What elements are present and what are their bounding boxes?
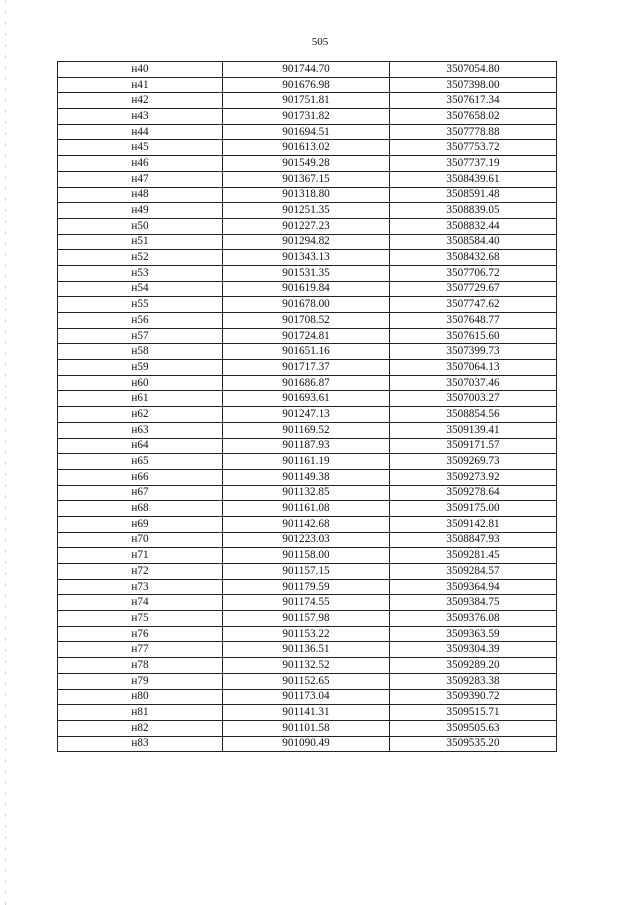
point-id-cell: н41	[58, 77, 223, 93]
page-number: 505	[311, 36, 329, 48]
point-id-cell: н67	[58, 485, 223, 501]
point-id-cell: н69	[58, 516, 223, 532]
y-coordinate-cell: 3509284.57	[390, 564, 557, 580]
point-id-cell: н43	[58, 109, 223, 125]
x-coordinate-cell: 901708.52	[223, 313, 390, 329]
table-row	[58, 564, 557, 580]
x-coordinate-cell: 901227.23	[223, 218, 390, 234]
x-coordinate-cell: 901247.13	[223, 407, 390, 423]
x-coordinate-cell: 901294.82	[223, 234, 390, 250]
table-row	[58, 407, 557, 423]
table-row	[58, 124, 557, 140]
x-coordinate-cell: 901158.00	[223, 548, 390, 564]
x-coordinate-cell: 901157.98	[223, 611, 390, 627]
point-id-cell: н52	[58, 250, 223, 266]
y-coordinate-cell: 3509175.00	[390, 501, 557, 517]
table-row	[58, 391, 557, 407]
table-row	[58, 218, 557, 234]
y-coordinate-cell: 3507064.13	[390, 360, 557, 376]
x-coordinate-cell: 901676.98	[223, 77, 390, 93]
y-coordinate-cell: 3507617.34	[390, 93, 557, 109]
x-coordinate-cell: 901619.84	[223, 281, 390, 297]
y-coordinate-cell: 3507658.02	[390, 109, 557, 125]
y-coordinate-cell: 3507753.72	[390, 140, 557, 156]
x-coordinate-cell: 901651.16	[223, 344, 390, 360]
point-id-cell: н49	[58, 203, 223, 219]
point-id-cell: н44	[58, 124, 223, 140]
point-id-cell: н46	[58, 156, 223, 172]
point-id-cell: н57	[58, 328, 223, 344]
table-row	[58, 62, 557, 78]
table-row	[58, 422, 557, 438]
y-coordinate-cell: 3507729.67	[390, 281, 557, 297]
y-coordinate-cell: 3508591.48	[390, 187, 557, 203]
table-row	[58, 485, 557, 501]
x-coordinate-cell: 901101.58	[223, 720, 390, 736]
table-row	[58, 548, 557, 564]
table-row	[58, 140, 557, 156]
table-row	[58, 454, 557, 470]
y-coordinate-cell: 3509535.20	[390, 736, 557, 752]
y-coordinate-cell: 3508839.05	[390, 203, 557, 219]
table-row	[58, 297, 557, 313]
point-id-cell: н78	[58, 658, 223, 674]
table-row	[58, 611, 557, 627]
point-id-cell: н48	[58, 187, 223, 203]
table-row	[58, 501, 557, 517]
table-row	[58, 736, 557, 752]
y-coordinate-cell: 3509384.75	[390, 595, 557, 611]
table-row	[58, 438, 557, 454]
point-id-cell: н47	[58, 171, 223, 187]
point-id-cell: н73	[58, 579, 223, 595]
x-coordinate-cell: 901751.81	[223, 93, 390, 109]
table-row	[58, 250, 557, 266]
point-id-cell: н74	[58, 595, 223, 611]
x-coordinate-cell: 901142.68	[223, 516, 390, 532]
point-id-cell: н77	[58, 642, 223, 658]
y-coordinate-cell: 3508432.68	[390, 250, 557, 266]
y-coordinate-cell: 3509363.59	[390, 626, 557, 642]
table-row	[58, 469, 557, 485]
table-row	[58, 673, 557, 689]
table-row	[58, 156, 557, 172]
x-coordinate-cell: 901686.87	[223, 375, 390, 391]
table-row	[58, 579, 557, 595]
y-coordinate-cell: 3507003.27	[390, 391, 557, 407]
y-coordinate-cell: 3509269.73	[390, 454, 557, 470]
y-coordinate-cell: 3507706.72	[390, 265, 557, 281]
table-row	[58, 595, 557, 611]
x-coordinate-cell: 901693.61	[223, 391, 390, 407]
point-id-cell: н59	[58, 360, 223, 376]
x-coordinate-cell: 901174.55	[223, 595, 390, 611]
x-coordinate-cell: 901169.52	[223, 422, 390, 438]
y-coordinate-cell: 3508854.56	[390, 407, 557, 423]
table-row	[58, 203, 557, 219]
point-id-cell: н50	[58, 218, 223, 234]
x-coordinate-cell: 901136.51	[223, 642, 390, 658]
point-id-cell: н71	[58, 548, 223, 564]
point-id-cell: н56	[58, 313, 223, 329]
y-coordinate-cell: 3508832.44	[390, 218, 557, 234]
x-coordinate-cell: 901161.19	[223, 454, 390, 470]
table-row	[58, 658, 557, 674]
y-coordinate-cell: 3507398.00	[390, 77, 557, 93]
y-coordinate-cell: 3509142.81	[390, 516, 557, 532]
x-coordinate-cell: 901724.81	[223, 328, 390, 344]
point-id-cell: н65	[58, 454, 223, 470]
coordinates-table	[57, 61, 557, 752]
y-coordinate-cell: 3509376.08	[390, 611, 557, 627]
point-id-cell: н58	[58, 344, 223, 360]
point-id-cell: н80	[58, 689, 223, 705]
x-coordinate-cell: 901744.70	[223, 62, 390, 78]
x-coordinate-cell: 901153.22	[223, 626, 390, 642]
y-coordinate-cell: 3509390.72	[390, 689, 557, 705]
point-id-cell: н82	[58, 720, 223, 736]
x-coordinate-cell: 901678.00	[223, 297, 390, 313]
point-id-cell: н45	[58, 140, 223, 156]
x-coordinate-cell: 901132.52	[223, 658, 390, 674]
x-coordinate-cell: 901223.03	[223, 532, 390, 548]
point-id-cell: н76	[58, 626, 223, 642]
x-coordinate-cell: 901318.80	[223, 187, 390, 203]
y-coordinate-cell: 3507737.19	[390, 156, 557, 172]
point-id-cell: н64	[58, 438, 223, 454]
point-id-cell: н79	[58, 673, 223, 689]
table-row	[58, 234, 557, 250]
x-coordinate-cell: 901141.31	[223, 705, 390, 721]
point-id-cell: н54	[58, 281, 223, 297]
table-row	[58, 93, 557, 109]
table-row	[58, 626, 557, 642]
y-coordinate-cell: 3507399.73	[390, 344, 557, 360]
y-coordinate-cell: 3507037.46	[390, 375, 557, 391]
table-row	[58, 360, 557, 376]
point-id-cell: н40	[58, 62, 223, 78]
point-id-cell: н83	[58, 736, 223, 752]
table-row	[58, 642, 557, 658]
coordinates-table-body	[58, 62, 557, 752]
y-coordinate-cell: 3509515.71	[390, 705, 557, 721]
point-id-cell: н68	[58, 501, 223, 517]
table-row	[58, 720, 557, 736]
x-coordinate-cell: 901090.49	[223, 736, 390, 752]
x-coordinate-cell: 901531.35	[223, 265, 390, 281]
table-row	[58, 516, 557, 532]
table-row	[58, 375, 557, 391]
point-id-cell: н75	[58, 611, 223, 627]
y-coordinate-cell: 3509304.39	[390, 642, 557, 658]
y-coordinate-cell: 3509364.94	[390, 579, 557, 595]
x-coordinate-cell: 901157.15	[223, 564, 390, 580]
y-coordinate-cell: 3507747.62	[390, 297, 557, 313]
table-row	[58, 171, 557, 187]
y-coordinate-cell: 3508584.40	[390, 234, 557, 250]
point-id-cell: н70	[58, 532, 223, 548]
y-coordinate-cell: 3509283.38	[390, 673, 557, 689]
y-coordinate-cell: 3509273.92	[390, 469, 557, 485]
table-row	[58, 328, 557, 344]
y-coordinate-cell: 3508439.61	[390, 171, 557, 187]
point-id-cell: н55	[58, 297, 223, 313]
y-coordinate-cell: 3509278.64	[390, 485, 557, 501]
x-coordinate-cell: 901149.38	[223, 469, 390, 485]
y-coordinate-cell: 3509139.41	[390, 422, 557, 438]
x-coordinate-cell: 901367.15	[223, 171, 390, 187]
x-coordinate-cell: 901173.04	[223, 689, 390, 705]
y-coordinate-cell: 3507778.88	[390, 124, 557, 140]
table-row	[58, 187, 557, 203]
y-coordinate-cell: 3507648.77	[390, 313, 557, 329]
x-coordinate-cell: 901343.13	[223, 250, 390, 266]
y-coordinate-cell: 3509171.57	[390, 438, 557, 454]
x-coordinate-cell: 901717.37	[223, 360, 390, 376]
point-id-cell: н72	[58, 564, 223, 580]
x-coordinate-cell: 901731.82	[223, 109, 390, 125]
table-row	[58, 532, 557, 548]
page-edge-margin	[5, 0, 6, 905]
point-id-cell: н53	[58, 265, 223, 281]
point-id-cell: н62	[58, 407, 223, 423]
y-coordinate-cell: 3507054.80	[390, 62, 557, 78]
x-coordinate-cell: 901549.28	[223, 156, 390, 172]
table-row	[58, 77, 557, 93]
point-id-cell: н63	[58, 422, 223, 438]
y-coordinate-cell: 3509505.63	[390, 720, 557, 736]
point-id-cell: н60	[58, 375, 223, 391]
y-coordinate-cell: 3508847.93	[390, 532, 557, 548]
table-row	[58, 281, 557, 297]
y-coordinate-cell: 3507615.60	[390, 328, 557, 344]
y-coordinate-cell: 3509281.45	[390, 548, 557, 564]
table-row	[58, 109, 557, 125]
point-id-cell: н42	[58, 93, 223, 109]
y-coordinate-cell: 3509289.20	[390, 658, 557, 674]
x-coordinate-cell: 901251.35	[223, 203, 390, 219]
table-row	[58, 313, 557, 329]
x-coordinate-cell: 901187.93	[223, 438, 390, 454]
table-row	[58, 705, 557, 721]
point-id-cell: н61	[58, 391, 223, 407]
x-coordinate-cell: 901132.85	[223, 485, 390, 501]
x-coordinate-cell: 901613.02	[223, 140, 390, 156]
point-id-cell: н66	[58, 469, 223, 485]
point-id-cell: н51	[58, 234, 223, 250]
x-coordinate-cell: 901694.51	[223, 124, 390, 140]
point-id-cell: н81	[58, 705, 223, 721]
x-coordinate-cell: 901152.65	[223, 673, 390, 689]
table-row	[58, 689, 557, 705]
x-coordinate-cell: 901161.08	[223, 501, 390, 517]
x-coordinate-cell: 901179.59	[223, 579, 390, 595]
table-row	[58, 265, 557, 281]
table-row	[58, 344, 557, 360]
